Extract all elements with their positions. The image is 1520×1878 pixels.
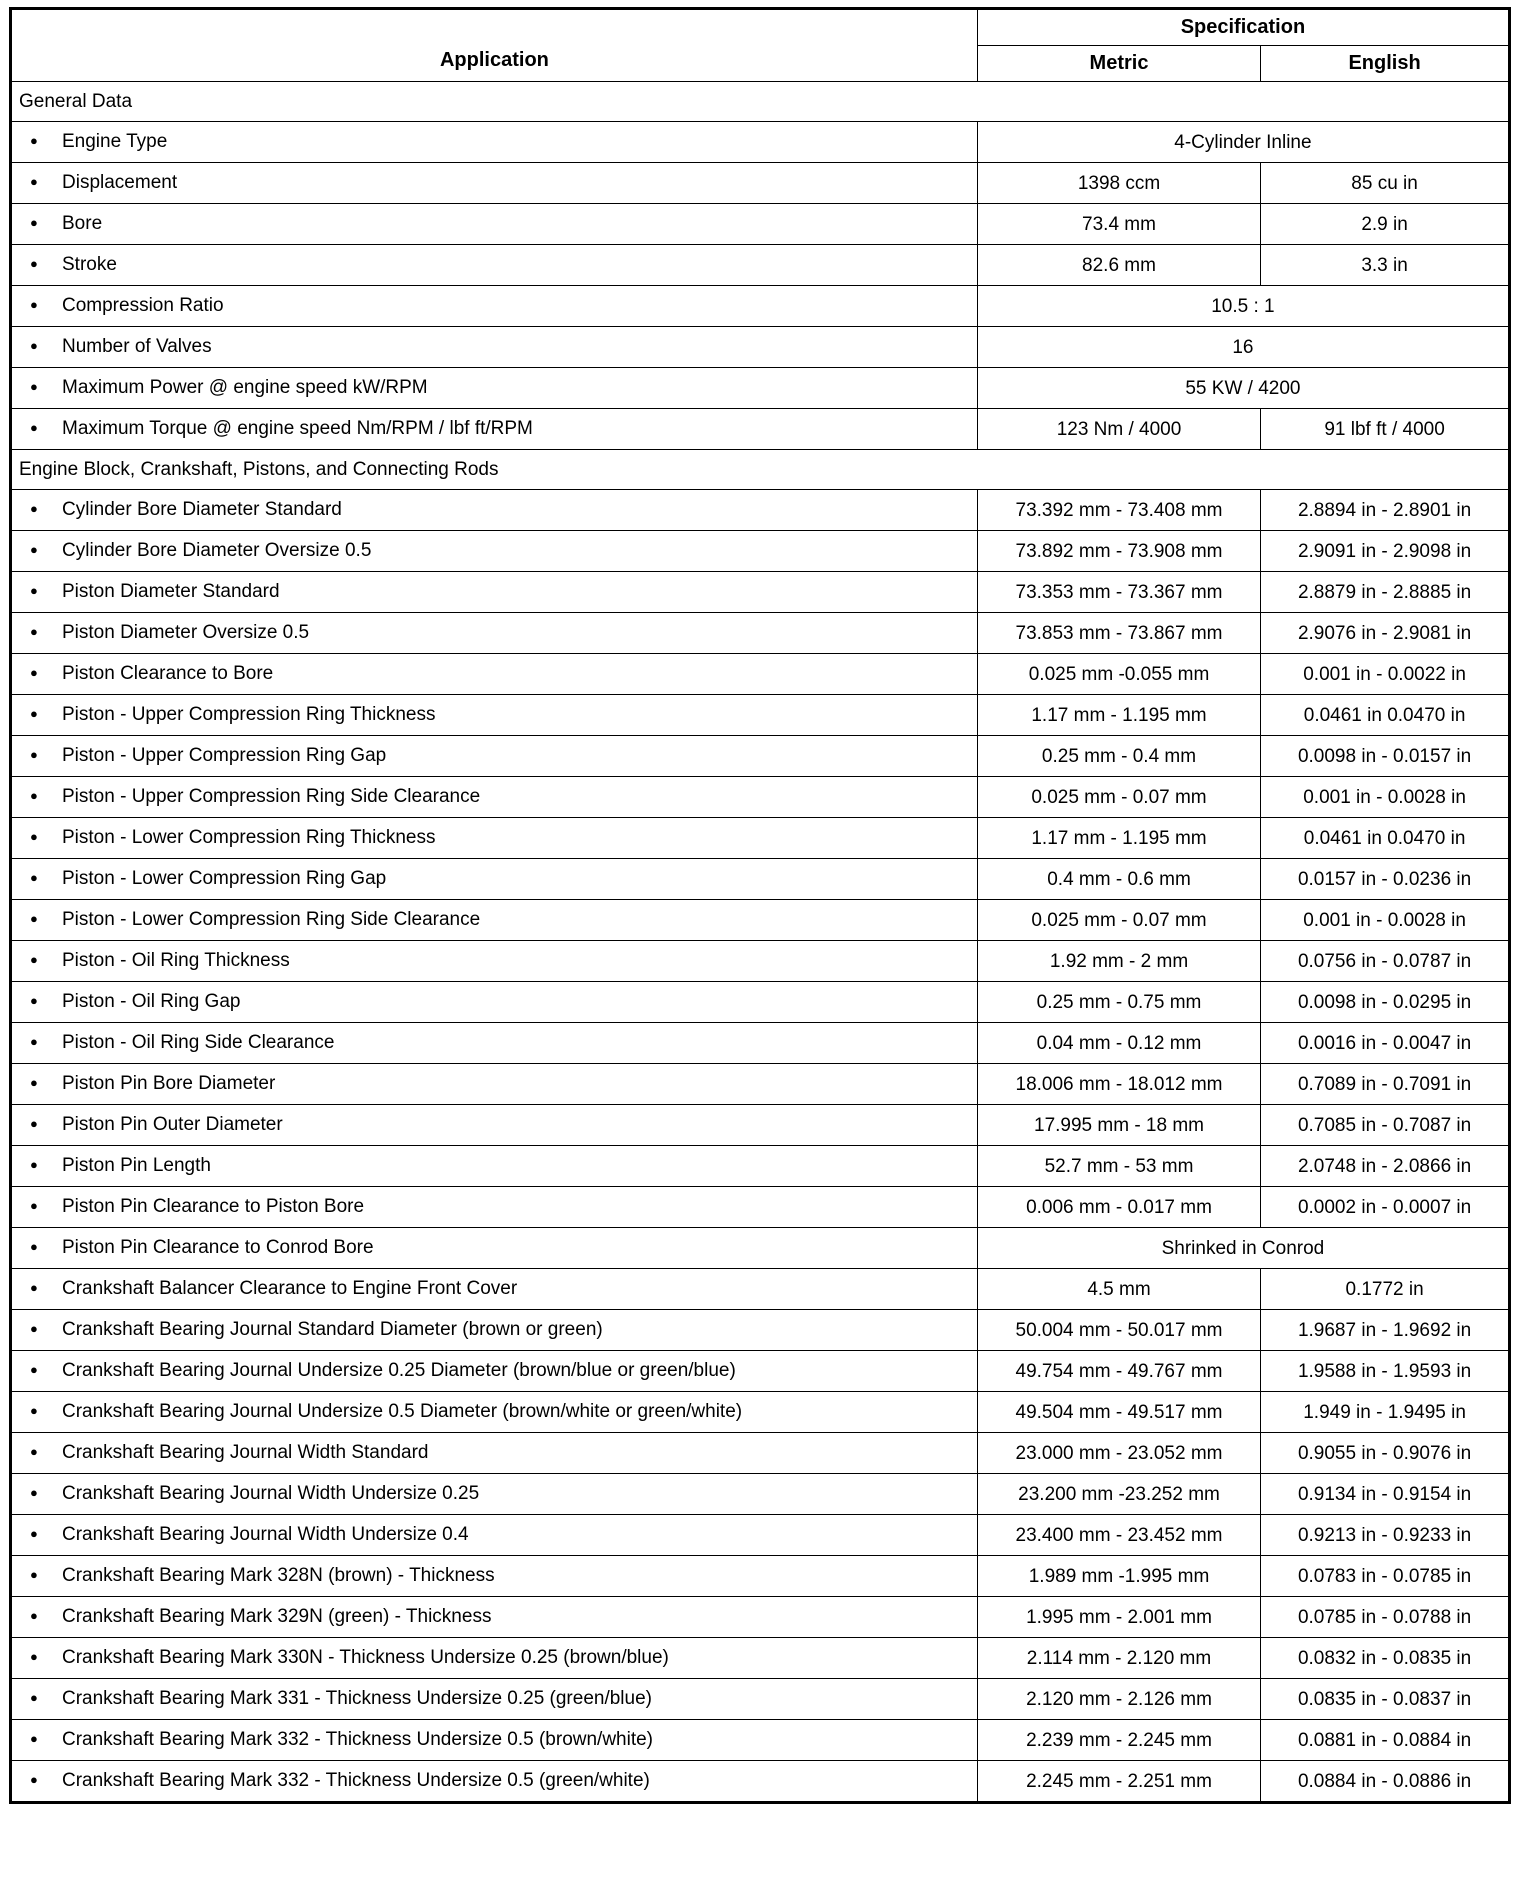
section-row <box>11 450 1510 490</box>
metric-value: 23.000 mm - 23.052 mm <box>977 1433 1260 1474</box>
bullet-icon: ● <box>30 1403 38 1418</box>
row-label: Piston - Oil Ring Thickness <box>62 950 290 971</box>
table-row <box>11 900 1510 941</box>
bullet-icon: ● <box>30 1690 38 1705</box>
application-cell <box>11 941 978 982</box>
metric-value: 73.353 mm - 73.367 mm <box>977 572 1260 613</box>
row-label: Piston - Lower Compression Ring Thickness <box>62 827 436 848</box>
table-row <box>11 777 1510 818</box>
table-row <box>11 572 1510 613</box>
bullet-icon: ● <box>30 829 38 844</box>
table-row <box>11 286 1510 327</box>
row-label: Piston Pin Length <box>62 1155 211 1176</box>
application-cell <box>11 1761 978 1803</box>
row-label: Piston - Upper Compression Ring Side Clearance <box>62 786 481 807</box>
application-cell <box>11 368 978 409</box>
row-label: Bore <box>62 213 103 234</box>
row-label: Crankshaft Bearing Journal Width Undersize 0.4 <box>62 1524 469 1545</box>
metric-value: 123 Nm / 4000 <box>977 409 1260 450</box>
table-row <box>11 859 1510 900</box>
row-label: Piston Pin Clearance to Piston Bore <box>62 1196 365 1217</box>
bullet-icon: ● <box>30 788 38 803</box>
bullet-icon: ● <box>30 1526 38 1541</box>
english-value: 0.0881 in - 0.0884 in <box>1261 1720 1510 1761</box>
table-row <box>11 695 1510 736</box>
application-cell <box>11 818 978 859</box>
row-label: Piston Clearance to Bore <box>62 663 274 684</box>
spec-value-span: 16 <box>977 327 1509 368</box>
application-cell <box>11 409 978 450</box>
metric-value: 2.120 mm - 2.126 mm <box>977 1679 1260 1720</box>
bullet-icon: ● <box>30 952 38 967</box>
english-value: 0.0756 in - 0.0787 in <box>1261 941 1510 982</box>
metric-value: 23.200 mm -23.252 mm <box>977 1474 1260 1515</box>
bullet-icon: ● <box>30 256 38 271</box>
english-value: 1.9588 in - 1.9593 in <box>1261 1351 1510 1392</box>
spec-value-span: Shrinked in Conrod <box>977 1228 1509 1269</box>
english-value: 3.3 in <box>1261 245 1510 286</box>
row-label: Piston - Lower Compression Ring Side Clearance <box>62 909 481 930</box>
application-header: Application <box>11 9 978 82</box>
metric-value: 1.92 mm - 2 mm <box>977 941 1260 982</box>
metric-value: 49.504 mm - 49.517 mm <box>977 1392 1260 1433</box>
row-label: Piston Pin Bore Diameter <box>62 1073 276 1094</box>
application-cell <box>11 1351 978 1392</box>
application-cell <box>11 286 978 327</box>
application-cell <box>11 1228 978 1269</box>
application-cell <box>11 1597 978 1638</box>
table-row <box>11 368 1510 409</box>
row-label: Crankshaft Bearing Journal Standard Diameter (brown or green) <box>62 1319 603 1340</box>
row-label: Piston - Upper Compression Ring Thickness <box>62 704 436 725</box>
application-cell <box>11 1474 978 1515</box>
application-cell <box>11 1392 978 1433</box>
table-row <box>11 204 1510 245</box>
table-row <box>11 941 1510 982</box>
english-value: 0.0884 in - 0.0886 in <box>1261 1761 1510 1803</box>
application-cell <box>11 1064 978 1105</box>
bullet-icon: ● <box>30 1075 38 1090</box>
row-label: Crankshaft Bearing Journal Undersize 0.5 Diameter (brown/white or green/white) <box>62 1401 743 1422</box>
bullet-icon: ● <box>30 1444 38 1459</box>
bullet-icon: ● <box>30 1239 38 1254</box>
english-value: 0.1772 in <box>1261 1269 1510 1310</box>
row-label: Cylinder Bore Diameter Standard <box>62 499 342 520</box>
table-row <box>11 1556 1510 1597</box>
table-row <box>11 1105 1510 1146</box>
bullet-icon: ● <box>30 1116 38 1131</box>
metric-value: 0.025 mm - 0.07 mm <box>977 900 1260 941</box>
metric-value: 0.25 mm - 0.75 mm <box>977 982 1260 1023</box>
row-label: Crankshaft Bearing Mark 331 - Thickness Undersize 0.25 (green/blue) <box>62 1688 652 1709</box>
bullet-icon: ● <box>30 1485 38 1500</box>
english-value: 0.9134 in - 0.9154 in <box>1261 1474 1510 1515</box>
row-label: Stroke <box>62 254 117 275</box>
metric-value: 1.17 mm - 1.195 mm <box>977 695 1260 736</box>
english-value: 0.0461 in 0.0470 in <box>1261 695 1510 736</box>
table-row <box>11 245 1510 286</box>
bullet-icon: ● <box>30 1280 38 1295</box>
table-row <box>11 1146 1510 1187</box>
metric-value: 2.239 mm - 2.245 mm <box>977 1720 1260 1761</box>
application-cell <box>11 654 978 695</box>
application-cell <box>11 777 978 818</box>
metric-value: 17.995 mm - 18 mm <box>977 1105 1260 1146</box>
english-value: 2.8879 in - 2.8885 in <box>1261 572 1510 613</box>
row-label: Compression Ratio <box>62 295 224 316</box>
application-cell <box>11 1433 978 1474</box>
bullet-icon: ● <box>30 1157 38 1172</box>
bullet-icon: ● <box>30 1649 38 1664</box>
bullet-icon: ● <box>30 583 38 598</box>
table-row <box>11 490 1510 531</box>
bullet-icon: ● <box>30 1772 38 1787</box>
table-row <box>11 409 1510 450</box>
metric-value: 2.245 mm - 2.251 mm <box>977 1761 1260 1803</box>
english-value: 1.9687 in - 1.9692 in <box>1261 1310 1510 1351</box>
application-cell <box>11 572 978 613</box>
row-label: Piston Pin Clearance to Conrod Bore <box>62 1237 374 1258</box>
metric-value: 50.004 mm - 50.017 mm <box>977 1310 1260 1351</box>
metric-header: Metric <box>977 46 1260 82</box>
table-row <box>11 1638 1510 1679</box>
table-row <box>11 1597 1510 1638</box>
bullet-icon: ● <box>30 1608 38 1623</box>
table-header <box>11 9 1510 82</box>
english-value: 0.001 in - 0.0028 in <box>1261 777 1510 818</box>
english-value: 0.0783 in - 0.0785 in <box>1261 1556 1510 1597</box>
application-cell <box>11 900 978 941</box>
table-row <box>11 1761 1510 1803</box>
application-cell <box>11 1515 978 1556</box>
row-label: Crankshaft Bearing Mark 332 - Thickness Undersize 0.5 (brown/white) <box>62 1729 654 1750</box>
row-label: Crankshaft Bearing Journal Width Standard <box>62 1442 429 1463</box>
bullet-icon: ● <box>30 870 38 885</box>
table-row <box>11 1720 1510 1761</box>
application-cell <box>11 1269 978 1310</box>
metric-value: 0.04 mm - 0.12 mm <box>977 1023 1260 1064</box>
table-row <box>11 1187 1510 1228</box>
section-title: General Data <box>11 82 1510 122</box>
application-cell <box>11 695 978 736</box>
row-label: Piston Pin Outer Diameter <box>62 1114 283 1135</box>
metric-value: 1.989 mm -1.995 mm <box>977 1556 1260 1597</box>
metric-value: 0.4 mm - 0.6 mm <box>977 859 1260 900</box>
metric-value: 0.25 mm - 0.4 mm <box>977 736 1260 777</box>
metric-value: 73.4 mm <box>977 204 1260 245</box>
metric-value: 0.006 mm - 0.017 mm <box>977 1187 1260 1228</box>
metric-value: 1398 ccm <box>977 163 1260 204</box>
application-cell <box>11 859 978 900</box>
bullet-icon: ● <box>30 174 38 189</box>
table-row <box>11 327 1510 368</box>
english-value: 85 cu in <box>1261 163 1510 204</box>
english-value: 2.8894 in - 2.8901 in <box>1261 490 1510 531</box>
english-value: 2.0748 in - 2.0866 in <box>1261 1146 1510 1187</box>
row-label: Piston - Oil Ring Gap <box>62 991 241 1012</box>
bullet-icon: ● <box>30 542 38 557</box>
application-cell <box>11 736 978 777</box>
row-label: Crankshaft Bearing Journal Width Undersize 0.25 <box>62 1483 480 1504</box>
bullet-icon: ● <box>30 1198 38 1213</box>
application-cell <box>11 1720 978 1761</box>
row-label: Cylinder Bore Diameter Oversize 0.5 <box>62 540 372 561</box>
english-value: 0.0461 in 0.0470 in <box>1261 818 1510 859</box>
row-label: Maximum Torque @ engine speed Nm/RPM / lbf ft/RPM <box>62 418 533 439</box>
row-label: Piston - Lower Compression Ring Gap <box>62 868 387 889</box>
bullet-icon: ● <box>30 665 38 680</box>
metric-value: 73.392 mm - 73.408 mm <box>977 490 1260 531</box>
bullet-icon: ● <box>30 501 38 516</box>
table-row <box>11 531 1510 572</box>
english-value: 0.0098 in - 0.0295 in <box>1261 982 1510 1023</box>
row-label: Crankshaft Bearing Mark 332 - Thickness Undersize 0.5 (green/white) <box>62 1770 650 1791</box>
table-row <box>11 1392 1510 1433</box>
table-row <box>11 1269 1510 1310</box>
english-value: 2.9 in <box>1261 204 1510 245</box>
table-body <box>11 82 1510 1803</box>
spec-value-span: 10.5 : 1 <box>977 286 1509 327</box>
metric-value: 73.892 mm - 73.908 mm <box>977 531 1260 572</box>
table-row <box>11 1023 1510 1064</box>
english-value: 0.9055 in - 0.9076 in <box>1261 1433 1510 1474</box>
application-cell <box>11 1105 978 1146</box>
metric-value: 0.025 mm -0.055 mm <box>977 654 1260 695</box>
english-value: 0.0835 in - 0.0837 in <box>1261 1679 1510 1720</box>
bullet-icon: ● <box>30 133 38 148</box>
application-cell <box>11 122 978 163</box>
metric-value: 82.6 mm <box>977 245 1260 286</box>
application-cell <box>11 163 978 204</box>
english-value: 0.001 in - 0.0022 in <box>1261 654 1510 695</box>
row-label: Piston - Upper Compression Ring Gap <box>62 745 387 766</box>
bullet-icon: ● <box>30 911 38 926</box>
bullet-icon: ● <box>30 624 38 639</box>
table-row <box>11 1064 1510 1105</box>
table-row <box>11 1310 1510 1351</box>
table-row <box>11 982 1510 1023</box>
header-row-1 <box>11 9 1510 46</box>
metric-value: 18.006 mm - 18.012 mm <box>977 1064 1260 1105</box>
bullet-icon: ● <box>30 215 38 230</box>
table-row <box>11 1515 1510 1556</box>
application-cell <box>11 1023 978 1064</box>
application-cell <box>11 982 978 1023</box>
bullet-icon: ● <box>30 297 38 312</box>
table-row <box>11 1351 1510 1392</box>
english-value: 0.0832 in - 0.0835 in <box>1261 1638 1510 1679</box>
bullet-icon: ● <box>30 1567 38 1582</box>
row-label: Crankshaft Bearing Mark 330N - Thickness Undersize 0.25 (brown/blue) <box>62 1647 669 1668</box>
english-value: 2.9091 in - 2.9098 in <box>1261 531 1510 572</box>
bullet-icon: ● <box>30 747 38 762</box>
metric-value: 23.400 mm - 23.452 mm <box>977 1515 1260 1556</box>
metric-value: 73.853 mm - 73.867 mm <box>977 613 1260 654</box>
metric-value: 52.7 mm - 53 mm <box>977 1146 1260 1187</box>
spec-value-span: 4-Cylinder Inline <box>977 122 1509 163</box>
table-row <box>11 818 1510 859</box>
table-row <box>11 1433 1510 1474</box>
metric-value: 1.995 mm - 2.001 mm <box>977 1597 1260 1638</box>
application-cell <box>11 490 978 531</box>
application-cell <box>11 204 978 245</box>
specification-header: Specification <box>977 9 1509 46</box>
spec-table <box>9 7 1511 1804</box>
english-value: 2.9076 in - 2.9081 in <box>1261 613 1510 654</box>
table-row <box>11 1679 1510 1720</box>
row-label: Maximum Power @ engine speed kW/RPM <box>62 377 428 398</box>
application-cell <box>11 1310 978 1351</box>
english-header: English <box>1261 46 1510 82</box>
table-row <box>11 654 1510 695</box>
row-label: Piston Diameter Oversize 0.5 <box>62 622 310 643</box>
metric-value: 1.17 mm - 1.195 mm <box>977 818 1260 859</box>
english-value: 0.0016 in - 0.0047 in <box>1261 1023 1510 1064</box>
english-value: 0.0157 in - 0.0236 in <box>1261 859 1510 900</box>
bullet-icon: ● <box>30 1362 38 1377</box>
english-value: 0.0098 in - 0.0157 in <box>1261 736 1510 777</box>
metric-value: 4.5 mm <box>977 1269 1260 1310</box>
table-row <box>11 613 1510 654</box>
application-cell <box>11 1556 978 1597</box>
bullet-icon: ● <box>30 420 38 435</box>
bullet-icon: ● <box>30 379 38 394</box>
row-label: Crankshaft Bearing Journal Undersize 0.25 Diameter (brown/blue or green/blue) <box>62 1360 736 1381</box>
bullet-icon: ● <box>30 1731 38 1746</box>
row-label: Piston - Oil Ring Side Clearance <box>62 1032 335 1053</box>
english-value: 0.9213 in - 0.9233 in <box>1261 1515 1510 1556</box>
application-cell <box>11 1679 978 1720</box>
section-title: Engine Block, Crankshaft, Pistons, and Connecting Rods <box>11 450 1510 490</box>
row-label: Engine Type <box>62 131 168 152</box>
row-label: Crankshaft Bearing Mark 329N (green) - Thickness <box>62 1606 492 1627</box>
english-value: 0.001 in - 0.0028 in <box>1261 900 1510 941</box>
metric-value: 2.114 mm - 2.120 mm <box>977 1638 1260 1679</box>
english-value: 0.0785 in - 0.0788 in <box>1261 1597 1510 1638</box>
bullet-icon: ● <box>30 1321 38 1336</box>
english-value: 0.0002 in - 0.0007 in <box>1261 1187 1510 1228</box>
application-cell <box>11 245 978 286</box>
table-row <box>11 736 1510 777</box>
application-cell <box>11 1146 978 1187</box>
metric-value: 49.754 mm - 49.767 mm <box>977 1351 1260 1392</box>
english-value: 0.7085 in - 0.7087 in <box>1261 1105 1510 1146</box>
english-value: 91 lbf ft / 4000 <box>1261 409 1510 450</box>
english-value: 0.7089 in - 0.7091 in <box>1261 1064 1510 1105</box>
application-cell <box>11 327 978 368</box>
row-label: Crankshaft Bearing Mark 328N (brown) - Thickness <box>62 1565 495 1586</box>
spec-value-span: 55 KW / 4200 <box>977 368 1509 409</box>
table-row <box>11 1474 1510 1515</box>
row-label: Number of Valves <box>62 336 212 357</box>
table-row <box>11 122 1510 163</box>
application-cell <box>11 1187 978 1228</box>
bullet-icon: ● <box>30 338 38 353</box>
english-value: 1.949 in - 1.9495 in <box>1261 1392 1510 1433</box>
bullet-icon: ● <box>30 1034 38 1049</box>
bullet-icon: ● <box>30 706 38 721</box>
application-cell <box>11 531 978 572</box>
table-row <box>11 1228 1510 1269</box>
table-row <box>11 163 1510 204</box>
section-row <box>11 82 1510 122</box>
row-label: Displacement <box>62 172 178 193</box>
row-label: Crankshaft Balancer Clearance to Engine Front Cover <box>62 1278 518 1299</box>
bullet-icon: ● <box>30 993 38 1008</box>
row-label: Piston Diameter Standard <box>62 581 280 602</box>
application-cell <box>11 613 978 654</box>
application-cell <box>11 1638 978 1679</box>
metric-value: 0.025 mm - 0.07 mm <box>977 777 1260 818</box>
